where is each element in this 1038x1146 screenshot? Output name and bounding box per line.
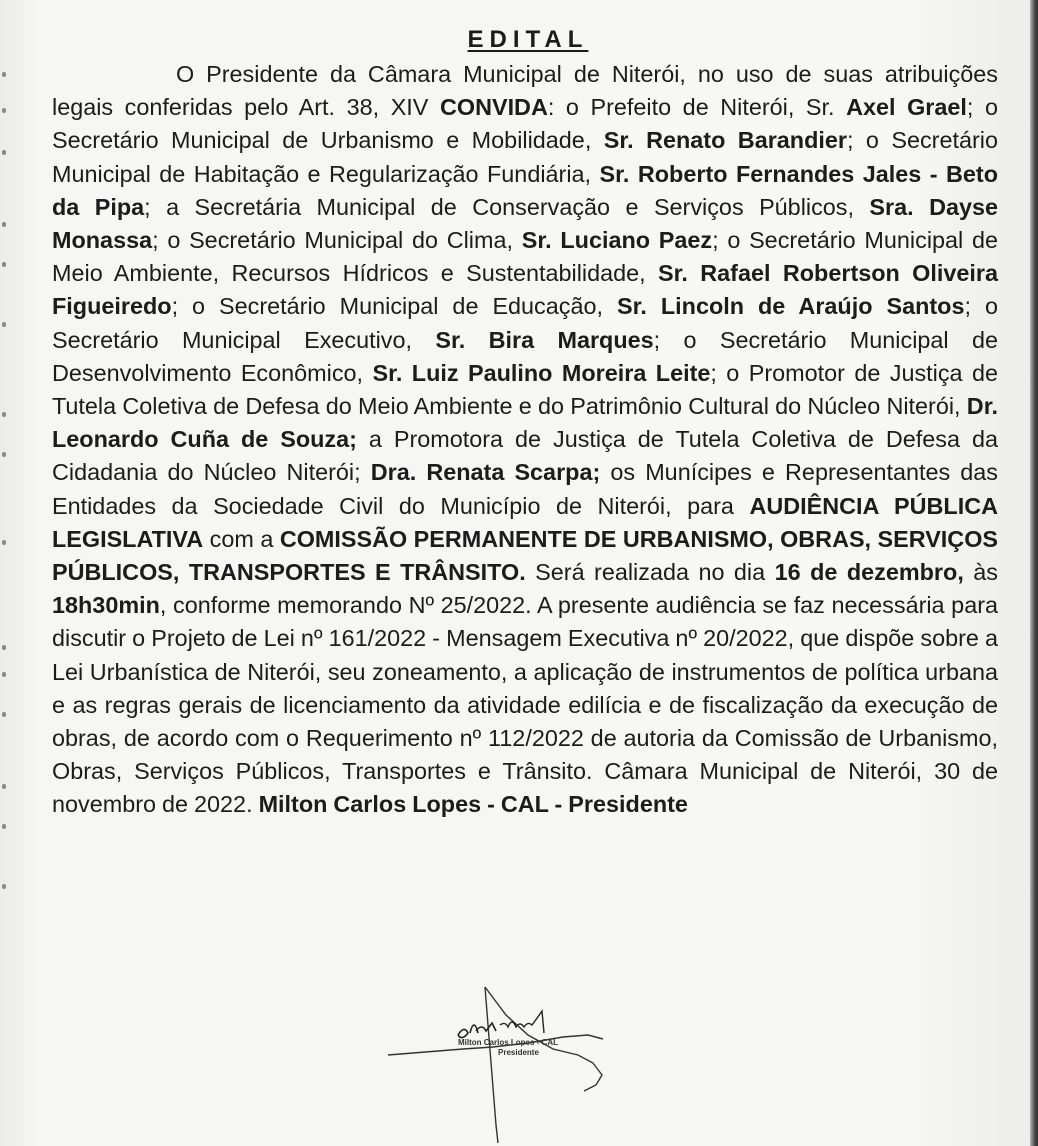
body-bold-16: 18h30min [52,592,160,619]
body-text-4: ; o Secretário Municipal de Habitação e Regularização Fundiária, [52,127,998,187]
body-bold-15: 16 de dezembro, [774,559,964,586]
body-bold-14: COMISSÃO PERMANENTE DE URBANISMO, OBRAS, SERVIÇOS PÚBLICOS, TRANSPORTES E TRÂNSITO. [52,525,998,586]
body-bold-5: Sra. Dayse Monassa [52,193,998,254]
body-text-17: , conforme memorando Nº 25/2022. A presente audiência se faz necessária para discutir o Projeto de Lei nº 161/2022 - Mensagem Executiva nº 20/2022, que dispõe sobre a Lei Urbanística de Niterói, seu zoneamento, a aplicação de instrumentos de política urbana e as regras gerais de licenciamento da atividade edilícia e de fiscalização da execução de obras, de acordo com o Requerimento nº 112/2022 de autoria da Comissão de Urbanismo, Obras, Serviços Públicos, Transportes e Trânsito. Câmara Municipal de Niterói, 30 de novembro de 2022. [52,592,998,818]
body-bold-7: Sr. Rafael Robertson Oliveira Figueiredo [52,260,999,320]
body-text-5: ; a Secretária Municipal de Conservação e Serviços Públicos, [144,193,870,220]
body-bold-9: Sr. Bira Marques [435,326,654,353]
body-text-3: ; o Secretário Municipal de Urbanismo e Mobilidade, [52,94,998,154]
body-text-11: ; o Promotor de Justiça de Tutela Coletiva de Defesa do Meio Ambiente e do Patrimônio Cultural do Núcleo Niterói, [52,359,998,420]
body-text-2: : o Prefeito de Niterói, Sr. [547,94,847,121]
body-text-13: os Munícipes e Representantes das Entidades da Sociedade Civil do Município de Niterói, para [52,459,999,519]
signature-caption [458,1038,558,1058]
body-text-16: às [963,559,998,586]
body-bold-6: Sr. Luciano Paez [521,227,713,254]
body-bold-2: Axel Grael [846,94,967,121]
body-text-6: ; o Secretário Municipal do Clima, [152,227,522,254]
body-text-12: a Promotora de Justiça de Tutela Coletiva de Defesa da Cidadania do Núcleo Niterói; [52,426,998,486]
body-text-14: com a [203,525,280,552]
handwritten-signature [388,985,618,1145]
body-text-10: ; o Secretário Municipal de Desenvolvimento Econômico, [52,326,998,386]
page-title: EDITAL [467,26,589,53]
signature-role: Presidente [498,1048,539,1057]
body-bold-13: AUDIÊNCIA PÚBLICA LEGISLATIVA [52,492,999,552]
body-text-1: O Presidente da Câmara Municipal de Niterói, no uso de suas atribuições legais conferidas pelo Art. 38, XIV [52,61,998,121]
body-text-8: ; o Secretário Municipal de Educação, [171,293,617,320]
body-bold-17: Milton Carlos Lopes - CAL - Presidente [258,791,688,818]
body-bold-10: Sr. Luiz Paulino Moreira Leite [372,359,711,386]
body-bold-12: Dra. Renata Scarpa; [370,459,601,486]
body-bold-4: Sr. Roberto Fernandes Jales - Beto da Pipa [52,160,998,220]
body-bold-8: Sr. Lincoln de Araújo Santos [616,293,965,320]
body-text-7: ; o Secretário Municipal de Meio Ambiente, Recursos Hídricos e Sustentabilidade, [52,227,998,287]
body-bold-11: Dr. Leonardo Cuña de Souza; [52,393,998,453]
edital-body [52,58,998,822]
body-bold-1: CONVIDA [439,94,548,121]
body-bold-3: Sr. Renato Barandier [603,127,847,154]
scan-right-border [1030,0,1038,1146]
signature-name: Milton Carlos Lopes - CAL [458,1038,558,1047]
body-text-9: ; o Secretário Municipal Executivo, [52,293,998,353]
body-text-15: Será realizada no dia [525,559,775,586]
scan-edge-marks [0,0,12,1146]
